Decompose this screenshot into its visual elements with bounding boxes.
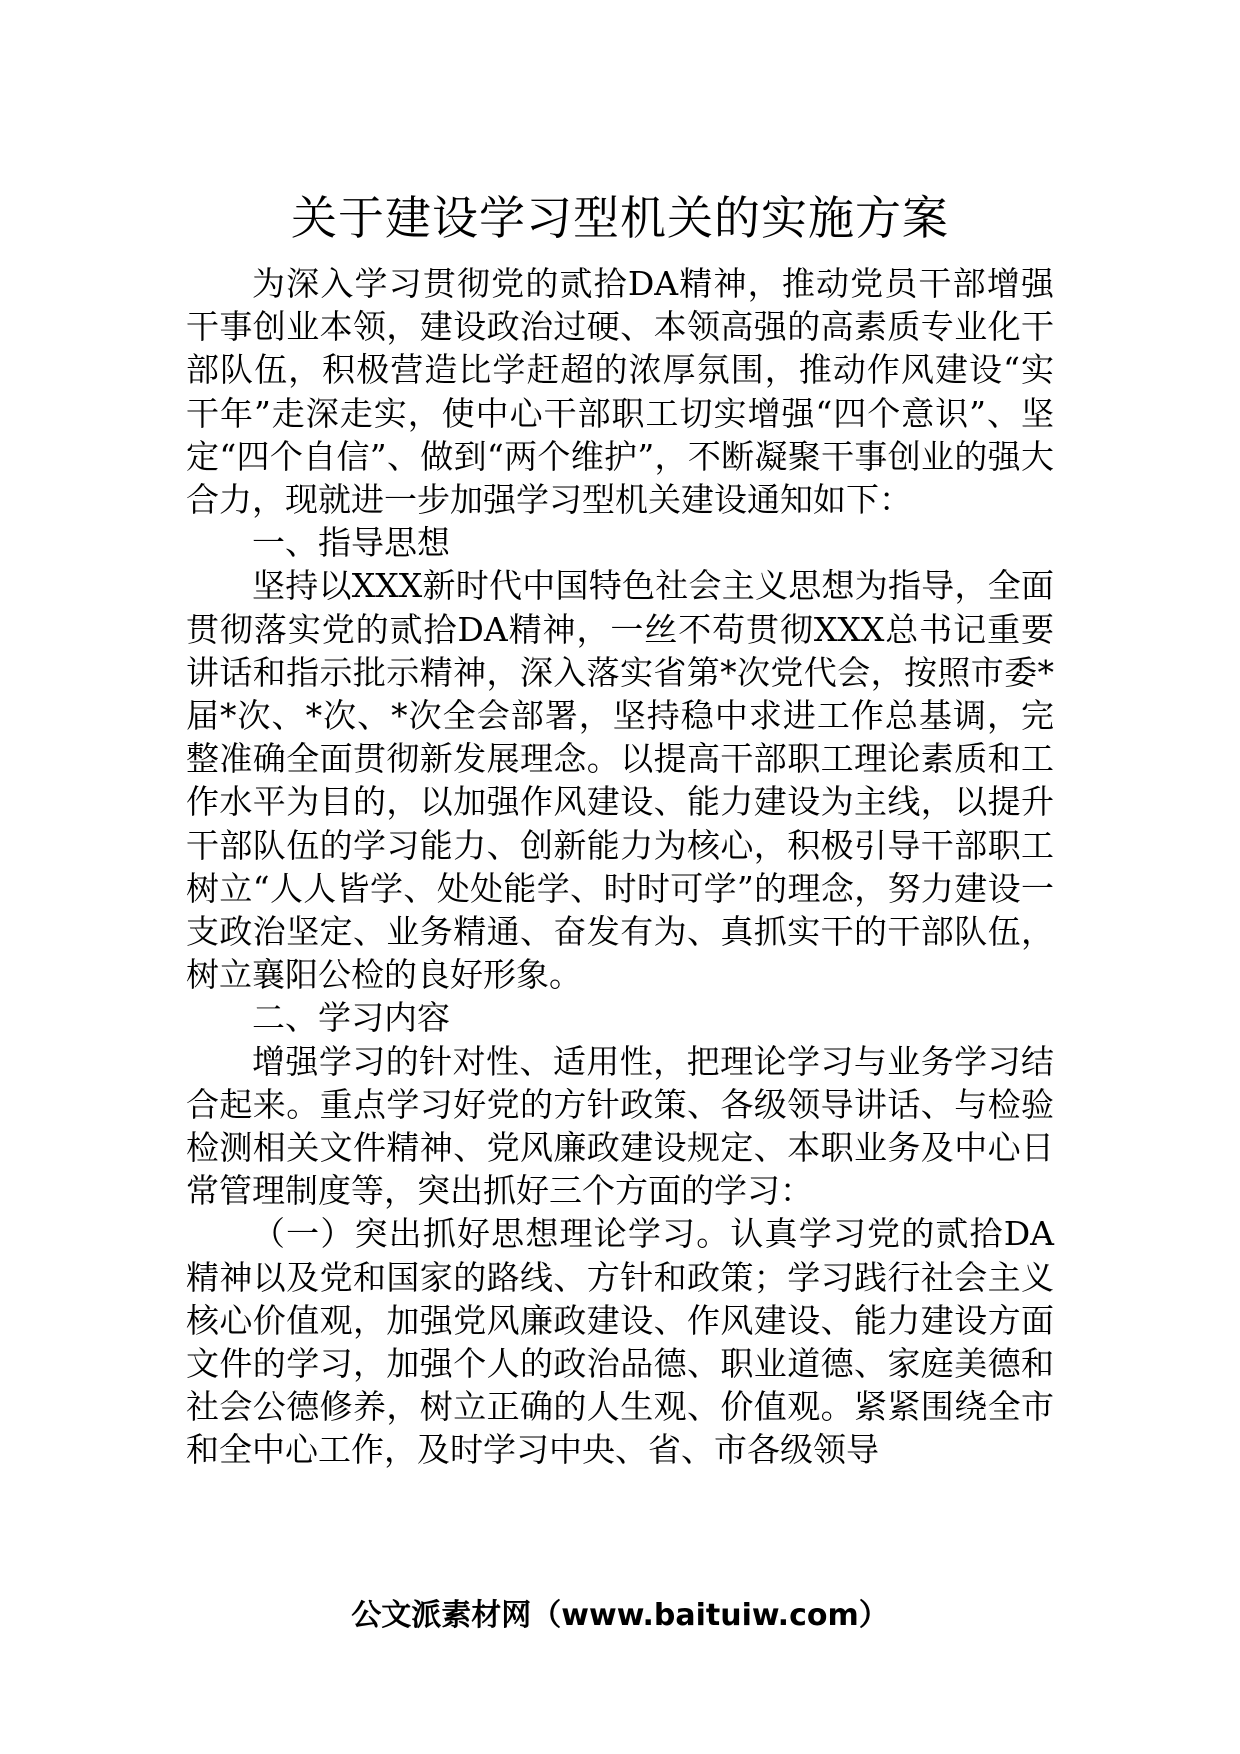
section-heading-guiding-ideology: 一、指导思想 [252,523,450,563]
theory-study-paragraph: （一）突出抓好思想理论学习。认真学习党的贰拾DA精神以及党和国家的路线、方针和政策；学习践行社会主义核心价值观，加强党风廉政建设、作风建设、能力建设方面文件的学习，加强个人的政治品德、职业道德、家庭美德和社会公德修养，树立正确的人生观、价值观。紧紧围绕全市和全中心工作，及时学习中央、省、市各级领导 [186,1214,1054,1470]
guiding-ideology-paragraph: 坚持以XXX新时代中国特色社会主义思想为指导，全面贯彻落实党的贰拾DA精神，一丝不苟贯彻XXX总书记重要讲话和指示批示精神，深入落实省第*次党代会，按照市委*届*次、*次、*次全会部署，坚持稳中求进工作总基调，完整准确全面贯彻新发展理念。以提高干部职工理论素质和工作水平为目的，以加强作风建设、能力建设为主线，以提升干部队伍的学习能力、创新能力为核心，积极引导干部职工树立“人人皆学、处处能学、时时可学”的理念，努力建设一支政治坚定、业务精通、奋发有为、真抓实干的干部队伍，树立襄阳公检的良好形象。 [186,566,1054,995]
study-content-paragraph: 增强学习的针对性、适用性，把理论学习与业务学习结合起来。重点学习好党的方针政策、各级领导讲话、与检验检测相关文件精神、党风廉政建设规定、本职业务及中心日常管理制度等，突出抓好三个方面的学习： [186,1041,1054,1211]
section-heading-study-content: 二、学习内容 [252,998,450,1038]
page-footer: 公文派素材网（www.baituiw.com） [351,1598,889,1633]
document-body [186,262,1054,1472]
document-title: 关于建设学习型机关的实施方案 [291,191,949,245]
intro-paragraph: 为深入学习贯彻党的贰拾DA精神，推动党员干部增强干事创业本领，建设政治过硬、本领高强的高素质专业化干部队伍，积极营造比学赶超的浓厚氛围，推动作风建设“实干年”走深走实，使中心干部职工切实增强“四个意识”、坚定“四个自信”、做到“两个维护”，不断凝聚干事创业的强大合力，现就进一步加强学习型机关建设通知如下： [186,264,1054,520]
